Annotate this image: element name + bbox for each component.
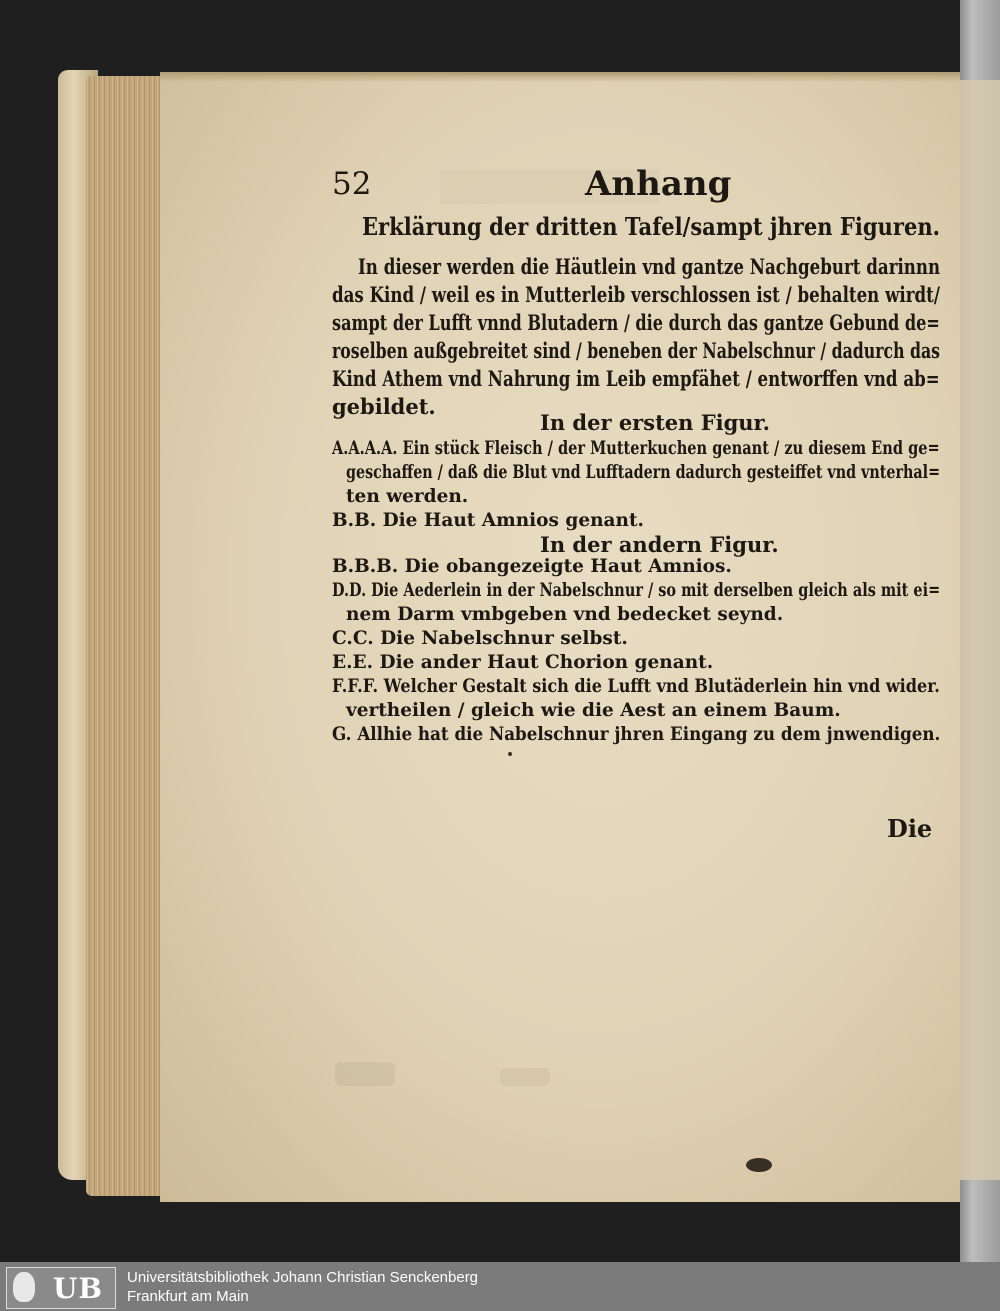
figure-entry: A.A.A.A. Ein stück Fleisch / der Mutterkuchen genant / zu diesem End ge= [332, 438, 940, 459]
portrait-icon [13, 1272, 35, 1302]
page-top-shadow [160, 74, 960, 82]
page-number: 52 [332, 166, 372, 202]
figure-entry: D.D. Die Aederlein in der Nabelschnur / so mit derselben gleich als mit ei= [332, 580, 941, 601]
intro-line: roselben außgebreitet sind / beneben der Nabelschnur / dadurch das [332, 338, 941, 363]
figure-entry: vertheilen / gleich wie die Aest an einem Baum. [346, 700, 841, 721]
figure-entry: nem Darm vmbgeben vnd bedecket seynd. [346, 604, 784, 625]
intro-line: sampt der Lufft vnnd Blutadern / die durch das gantze Gebund de= [332, 310, 940, 335]
figure-entry: B.B.B. Die obangezeigte Haut Amnios. [332, 556, 732, 577]
faded-stamp-mark [335, 1062, 395, 1086]
section-heading: Erklärung der dritten Tafel/sampt jhren Figuren. [362, 212, 940, 241]
intro-line: das Kind / weil es in Mutterleib verschlossen ist / behalten wirdt/ [332, 282, 940, 307]
ink-speck [508, 752, 512, 756]
catchword: Die [887, 814, 933, 843]
figure-heading: In der ersten Figur. [540, 410, 770, 435]
intro-line: In dieser werden die Häutlein vnd gantze Nachgeburt darinnn [358, 254, 941, 279]
figure-entry: B.B. Die Haut Amnios genant. [332, 510, 644, 531]
figure-heading: In der andern Figur. [540, 532, 779, 557]
figure-entry: geschaffen / daß die Blut vnd Lufftadern dadurch gesteiffet vnd vnterhal= [346, 462, 941, 483]
figure-entry: C.C. Die Nabelschnur selbst. [332, 628, 628, 649]
figure-entry: F.F.F. Welcher Gestalt sich die Lufft vnd Blutäderlein hin vnd wider. [332, 676, 940, 697]
intro-line: gebildet. [332, 394, 436, 419]
library-footer [0, 1262, 1000, 1311]
figure-entry: E.E. Die ander Haut Chorion genant. [332, 652, 714, 673]
faded-stamp-mark [500, 1068, 550, 1086]
institution-line: Universitätsbibliothek Johann Christian Senckenberg [127, 1269, 479, 1286]
page-block-edge [86, 76, 166, 1196]
running-title: Anhang [585, 164, 732, 204]
library-logo[interactable] [6, 1267, 116, 1309]
institution-line: Frankfurt am Main [127, 1288, 249, 1305]
logo-text: UB [53, 1272, 104, 1305]
institution-name [127, 1268, 478, 1306]
figure-entry: ten werden. [346, 486, 469, 507]
ink-blot [746, 1158, 772, 1172]
figure-entry: G. Allhie hat die Nabelschnur jhren Eingang zu dem jnwendigen. [332, 724, 941, 745]
facing-page-fragment [960, 80, 1000, 1180]
intro-line: Kind Athem vnd Nahrung im Leib empfähet / entworffen vnd ab= [332, 366, 940, 391]
